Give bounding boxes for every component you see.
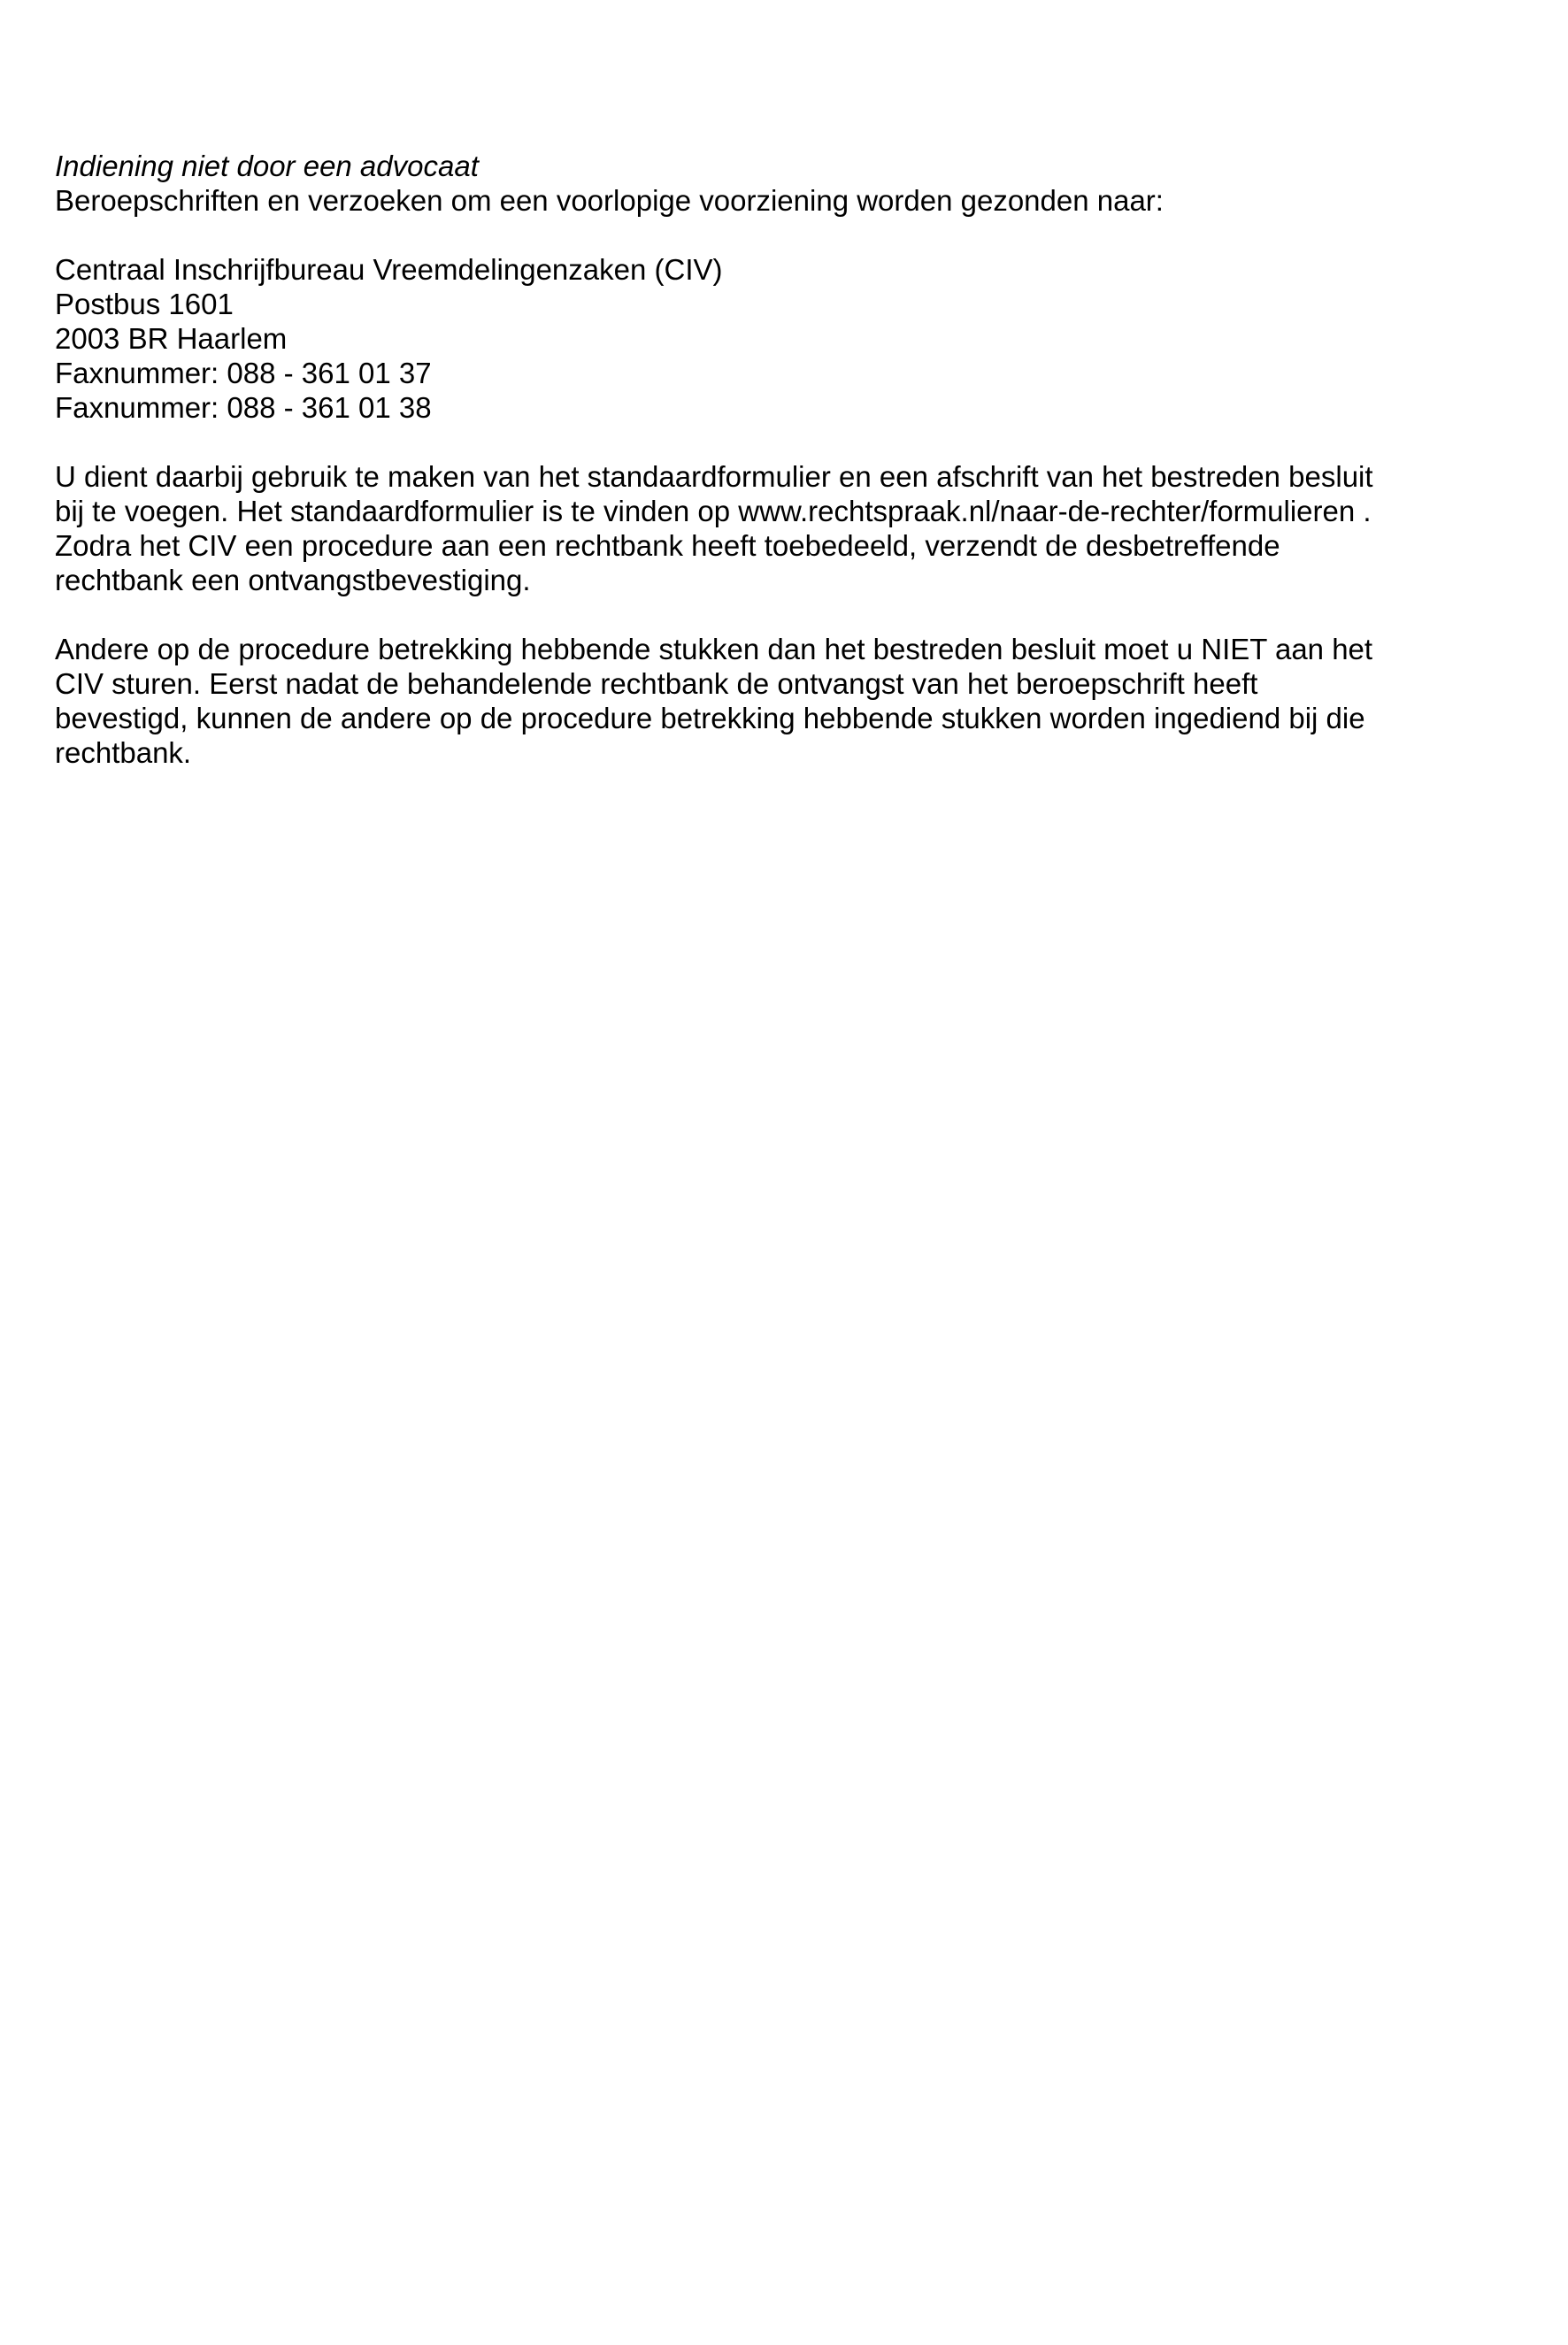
paragraph-andere-stukken [55,632,1435,770]
paragraph-line: Andere op de procedure betrekking hebbende stukken dan het bestreden besluit moet u NIET aan het [55,633,1373,665]
address-postbus: Postbus 1601 [55,288,234,320]
paragraph-line: bij te voegen. Het standaardformulier is te vinden op www.rechtspraak.nl/naar-de-rechter/formulieren . [55,495,1372,527]
paragraph-line: rechtbank. [55,736,192,769]
paragraph-line: U dient daarbij gebruik te maken van het standaardformulier en een afschrift van het bestreden besluit [55,460,1373,493]
spacer [55,425,1435,459]
paragraph-line: rechtbank een ontvangstbevestiging. [55,564,531,596]
address-fax-1: Faxnummer: 088 - 361 01 37 [55,357,432,389]
address-fax-2: Faxnummer: 088 - 361 01 38 [55,391,432,424]
document-page [55,149,1435,770]
spacer [55,597,1435,632]
paragraph-line: bevestigd, kunnen de andere op de procedure betrekking hebbende stukken worden ingediend bij die [55,702,1365,734]
address-city: 2003 BR Haarlem [55,322,288,355]
address-name: Centraal Inschrijfbureau Vreemdelingenzaken (CIV) [55,253,723,286]
spacer [55,218,1435,252]
paragraph-standaardformulier [55,459,1435,597]
intro-text: Beroepschriften en verzoeken om een voorlopige voorziening worden gezonden naar: [55,184,1164,217]
address-block [55,252,1435,425]
paragraph-line: Zodra het CIV een procedure aan een rechtbank heeft toebedeeld, verzendt de desbetreffende [55,529,1280,562]
paragraph-line: CIV sturen. Eerst nadat de behandelende rechtbank de ontvangst van het beroepschrift heeft [55,667,1258,700]
section-heading: Indiening niet door een advocaat [55,150,479,182]
